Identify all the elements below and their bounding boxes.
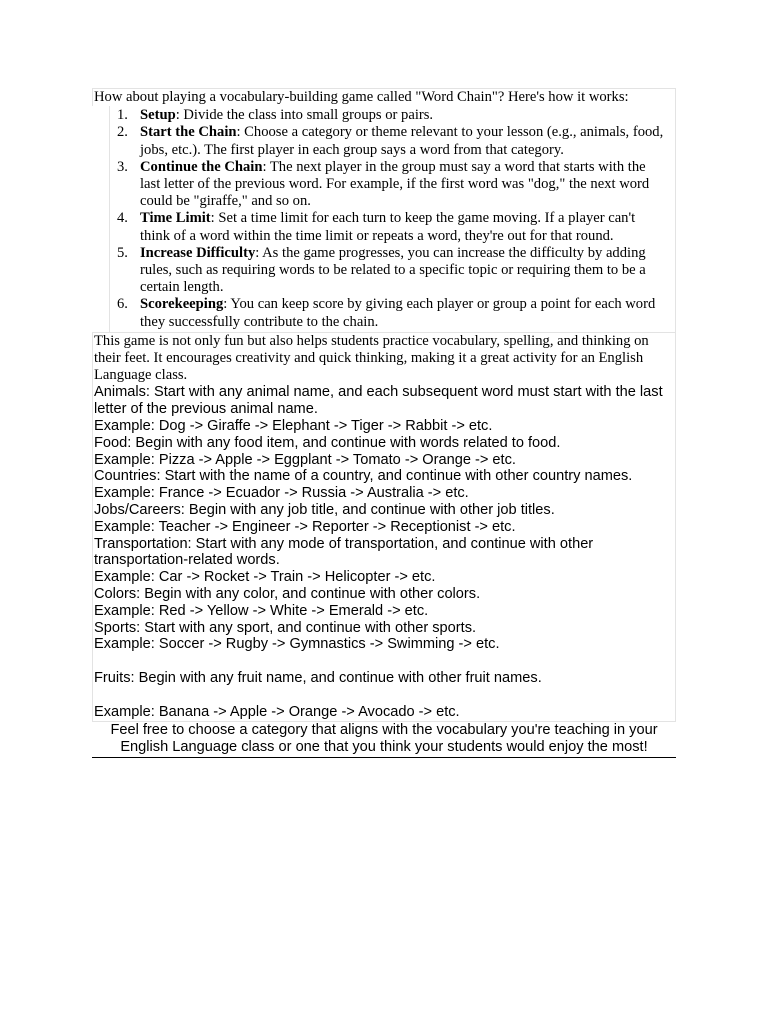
steps-container (109, 106, 676, 332)
content-box (92, 332, 676, 723)
step-number: 4. (117, 210, 128, 227)
step-title: Increase Difficulty (140, 244, 256, 261)
category-line: Jobs/Careers: Begin with any job title, and continue with other job titles. (94, 502, 555, 519)
example-line: Example: Banana -> Apple -> Orange -> Avocado -> etc. (94, 703, 460, 720)
category-line: Fruits: Begin with any fruit name, and continue with other fruit names. (94, 670, 542, 686)
example-line: Example: France -> Ecuador -> Russia -> Australia -> etc. (94, 485, 469, 502)
example-line: Example: Red -> Yellow -> White -> Emerald -> etc. (94, 602, 429, 619)
document-page (92, 88, 676, 758)
step-number: 5. (117, 244, 128, 261)
example-line: Example: Dog -> Giraffe -> Elephant -> Tiger -> Rabbit -> etc. (94, 418, 493, 435)
list-item (117, 158, 667, 211)
step-title: Time Limit (140, 210, 211, 227)
step-text: : As the game progresses, you can increase the difficulty by adding rules, such as requiring words to be related to a specific topic or requiring them to be a certain length. (140, 244, 646, 296)
step-text: : The next player in the group must say a word that starts with the last letter of the previous word. For example, if the first word was "dog," the next word could be "giraffe," and so on. (140, 158, 650, 210)
steps-list (110, 107, 667, 331)
category-line: Transportation: Start with any mode of transportation, and continue with other transportation-related words. (94, 535, 594, 569)
step-text: : Choose a category or theme relevant to your lesson (e.g., animals, food, jobs, etc.). The first player in each group says a word from that category. (140, 124, 664, 158)
example-line: Example: Car -> Rocket -> Train -> Helicopter -> etc. (94, 569, 436, 586)
category-line: Colors: Begin with any color, and continue with other colors. (94, 586, 481, 603)
step-title: Setup (140, 107, 176, 124)
spacer (94, 653, 674, 670)
list-item (117, 210, 667, 244)
example-line: Example: Pizza -> Apple -> Eggplant -> Tomato -> Orange -> etc. (94, 451, 516, 468)
step-title: Continue the Chain (140, 158, 263, 175)
step-number: 3. (117, 158, 128, 175)
summary-text: This game is not only fun but also helps students practice vocabulary, spelling, and thinking on their feet. It encourages creativity and quick thinking, making it a great activity for an English Language class. (94, 332, 649, 384)
category-line: Food: Begin with any food item, and continue with words related to food. (94, 434, 561, 451)
step-title: Start the Chain (140, 124, 237, 141)
category-line: Sports: Start with any sport, and continue with other sports. (94, 619, 477, 636)
list-item (117, 107, 667, 124)
list-item (117, 124, 667, 158)
step-text: : Set a time limit for each turn to keep the game moving. If a player can't think of a word within the time limit or repeats a word, they're out for that round. (140, 210, 636, 244)
category-line: Animals: Start with any animal name, and each subsequent word must start with the last letter of the previous animal name. (94, 384, 663, 418)
example-line: Example: Soccer -> Rugby -> Gymnastics -> Swimming -> etc. (94, 636, 500, 653)
list-item (117, 244, 667, 297)
step-title: Scorekeeping (140, 296, 224, 313)
step-number: 1. (117, 107, 128, 124)
category-line: Countries: Start with the name of a country, and continue with other country names. (94, 468, 633, 485)
example-line: Example: Teacher -> Engineer -> Reporter -> Receptionist -> etc. (94, 518, 516, 535)
intro-text: How about playing a vocabulary-building game called "Word Chain"? Here's how it works: (92, 88, 676, 106)
step-number: 6. (117, 296, 128, 313)
step-text: : You can keep score by giving each player or group a point for each word they successfully contribute to the chain. (140, 296, 656, 330)
closing-text: Feel free to choose a category that aligns with the vocabulary you're teaching in your English Language class or one that you think your students would enjoy the most! (92, 722, 676, 758)
step-text: : Divide the class into small groups or pairs. (175, 107, 434, 124)
step-number: 2. (117, 124, 128, 141)
spacer (94, 687, 674, 704)
list-item (117, 296, 667, 330)
